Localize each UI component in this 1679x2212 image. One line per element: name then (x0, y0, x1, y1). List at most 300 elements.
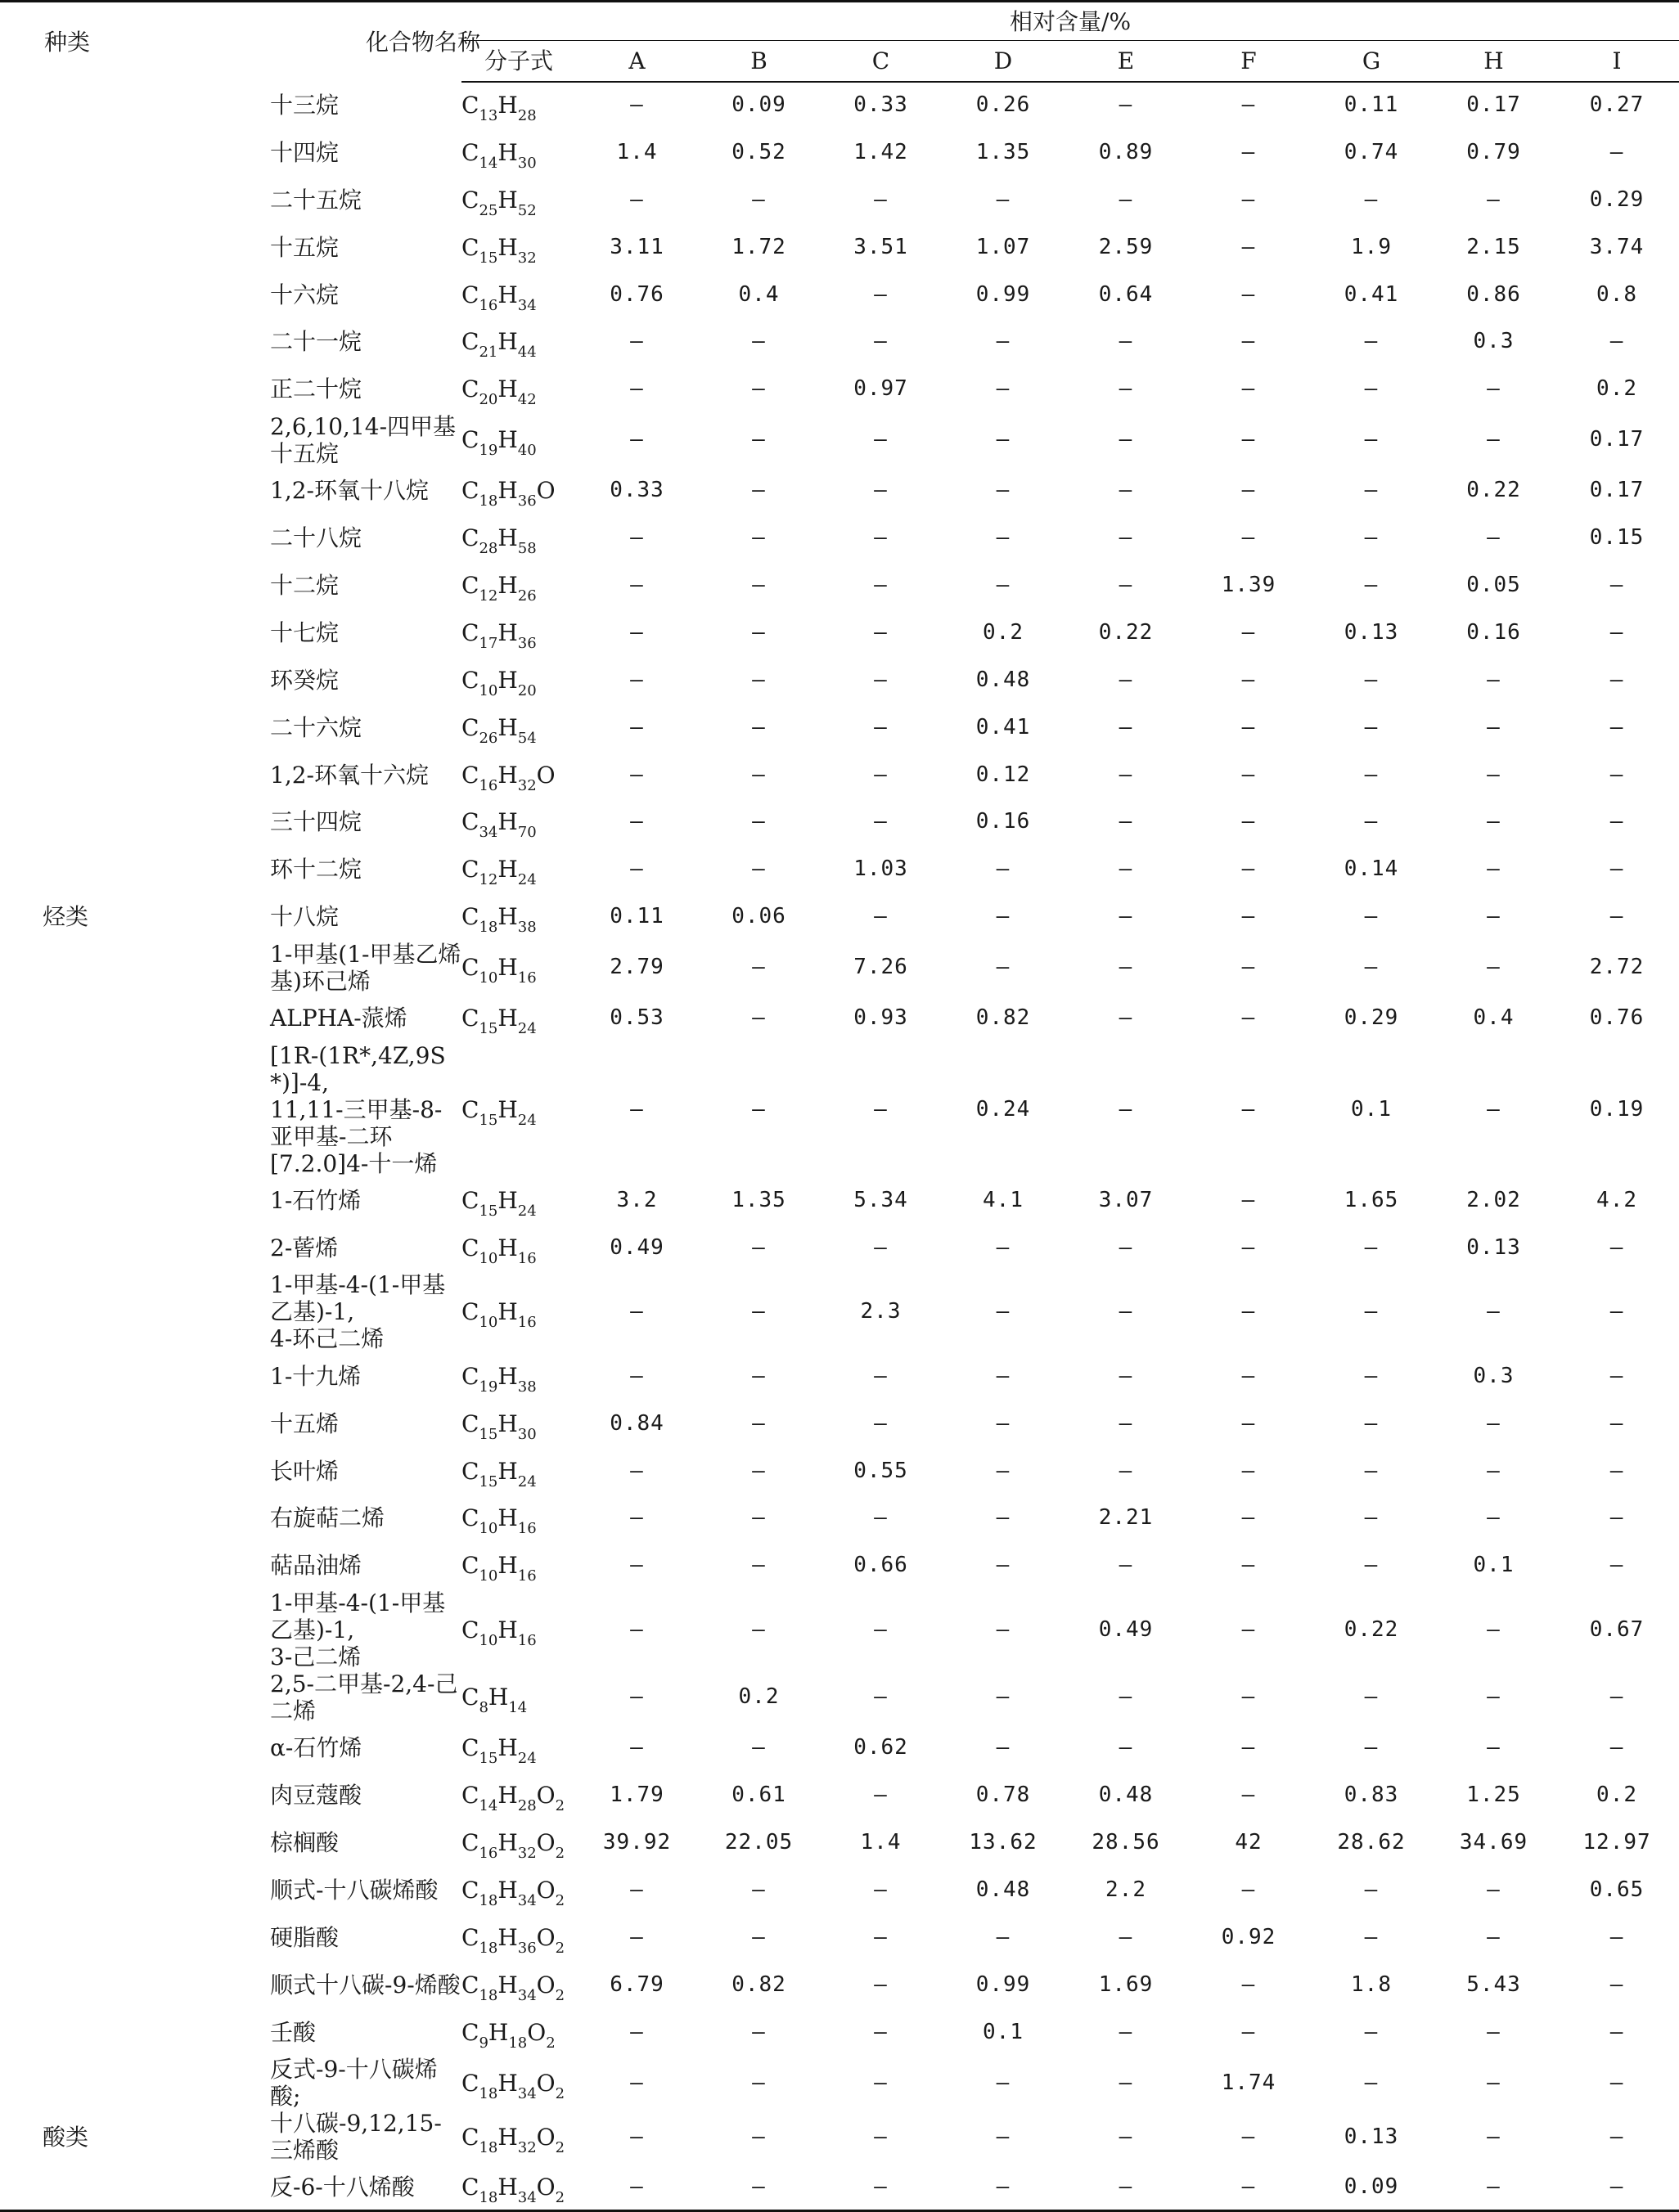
compound-name-line: 十二烷 (270, 571, 340, 599)
compound-name-cell (134, 1589, 461, 1670)
molecular-formula (461, 92, 537, 125)
value-cell-d: 0.1 (983, 2019, 1024, 2044)
formula-element: O (536, 477, 556, 505)
value-cell-f: — (1241, 1410, 1256, 1436)
compound-name-line: 肉豆蔻酸 (270, 1782, 362, 1810)
value-cell-c: 7.26 (853, 955, 908, 980)
formula-subscript: 13 (479, 107, 498, 125)
formula-element: H (497, 1734, 518, 1762)
formula-element: C (461, 2069, 479, 2097)
value-cell-h: — (1487, 667, 1501, 692)
formula-subscript: 24 (517, 1472, 537, 1490)
formula-element: H (488, 2018, 509, 2046)
formula-subscript: 40 (517, 442, 537, 460)
value-cell-f: — (1241, 329, 1256, 354)
molecular-formula (461, 1616, 537, 1649)
value-cell-a: 2.79 (610, 955, 664, 980)
value-cell-b: — (752, 1735, 766, 1760)
header-sample-c: C (820, 41, 942, 82)
value-cell-b: — (752, 376, 766, 402)
value-cell-a: — (630, 762, 644, 787)
formula-element: H (497, 186, 518, 214)
value-cell-e: — (1119, 714, 1133, 740)
formula-element: O (536, 2173, 556, 2201)
compound-name-cell (134, 1042, 461, 1177)
value-cell-d: — (996, 1299, 1011, 1324)
value-cell-e: — (1119, 1299, 1133, 1324)
value-cell-f: — (1241, 1005, 1256, 1031)
value-cell-c: — (874, 1924, 888, 1949)
value-cell-f: — (1241, 1735, 1256, 1760)
table-row (0, 1495, 1679, 1542)
compound-name-line: 1-十九烯 (270, 1362, 362, 1390)
formula-element: C (461, 954, 479, 982)
value-cell-b: — (752, 1616, 766, 1642)
formula-element: H (497, 477, 518, 505)
value-cell-h: — (1487, 187, 1501, 212)
value-cell-c: 1.42 (853, 139, 908, 164)
compound-name-line: 二十六烷 (270, 713, 362, 741)
value-cell-h: — (1487, 1735, 1501, 1760)
compound-name-line: 二十八烷 (270, 524, 362, 552)
formula-element: O (536, 1923, 556, 1951)
compound-name-cell (134, 704, 461, 751)
value-cell-b: 0.4 (738, 281, 780, 307)
value-cell-f: — (1241, 809, 1256, 834)
value-cell-c: 0.66 (853, 1553, 908, 1578)
value-cell-a: — (630, 667, 644, 692)
molecular-formula (461, 1504, 537, 1538)
value-cell-c: — (874, 329, 888, 354)
formula-subscript: 26 (479, 729, 498, 747)
value-cell-h: — (1487, 1877, 1501, 1902)
formula-element: C (461, 1234, 479, 1261)
formula-cell (461, 609, 576, 656)
formula-element: H (497, 1923, 518, 1951)
value-cell-b: — (752, 2070, 766, 2095)
formula-element: H (497, 281, 518, 308)
value-cell-f: — (1241, 955, 1256, 980)
formula-subscript: 2 (555, 1891, 565, 1909)
value-cell-f: — (1241, 1187, 1256, 1212)
formula-element: C (461, 808, 479, 836)
value-cell-c: 0.97 (853, 376, 908, 402)
value-cell-f: — (1241, 2124, 1256, 2149)
category-cell (0, 176, 134, 223)
value-cell-g: — (1364, 1234, 1379, 1260)
table-row (0, 751, 1679, 798)
value-cell-b: — (752, 619, 766, 645)
value-cell-h: 0.3 (1473, 1363, 1515, 1388)
compound-name-cell (134, 1271, 461, 1352)
category-cell: 酸类 (43, 2123, 89, 2151)
category-cell (0, 413, 134, 467)
molecular-formula (461, 1362, 537, 1396)
molecular-formula (461, 1971, 565, 2004)
category-cell (0, 1042, 134, 1177)
compound-name-line: 3-己二烯 (270, 1643, 362, 1670)
value-cell-i: — (1609, 1735, 1624, 1760)
molecular-formula (461, 328, 537, 362)
formula-subscript: 15 (479, 1472, 498, 1490)
category-cell (0, 2056, 134, 2110)
table-row (0, 2110, 1679, 2164)
formula-subscript: 12 (479, 587, 498, 605)
formula-element: C (461, 1782, 479, 1810)
molecular-formula (461, 524, 537, 558)
formula-subscript: 42 (517, 391, 537, 409)
value-cell-g: — (1364, 809, 1379, 834)
formula-element: H (497, 1186, 518, 1214)
value-cell-d: — (996, 1553, 1011, 1578)
compound-name-line: 4-环己二烯 (270, 1325, 385, 1353)
value-cell-b: — (752, 667, 766, 692)
value-cell-e: — (1119, 809, 1133, 834)
formula-element: H (497, 2173, 518, 2201)
compound-name-cell (134, 1495, 461, 1542)
category-cell (0, 128, 134, 176)
compound-name-line: 棕榈酸 (270, 1828, 340, 1856)
formula-element: H (497, 808, 518, 836)
value-cell-b: 0.06 (731, 904, 786, 929)
compound-name-line: 十七烷 (270, 618, 340, 646)
formula-subscript: 10 (479, 1314, 498, 1332)
value-cell-c: 0.55 (853, 1458, 908, 1483)
value-cell-b: — (752, 1924, 766, 1949)
value-cell-e: 0.49 (1098, 1616, 1154, 1642)
value-cell-e: — (1119, 2019, 1133, 2044)
compound-name-cell (134, 271, 461, 318)
formula-cell (461, 656, 576, 704)
value-cell-f: — (1241, 234, 1256, 259)
compound-name-line: 十五烷 (270, 233, 340, 261)
formula-subscript: 52 (517, 201, 537, 219)
value-cell-a: — (630, 2019, 644, 2044)
value-cell-g: — (1364, 1299, 1379, 1324)
value-cell-d: — (996, 376, 1011, 402)
value-cell-f: — (1241, 619, 1256, 645)
value-cell-a: — (630, 572, 644, 597)
formula-subscript: 15 (479, 1020, 498, 1038)
molecular-formula (461, 186, 537, 219)
table-row (0, 1670, 1679, 1724)
value-cell-a: 0.76 (610, 281, 664, 307)
value-cell-b: 1.72 (731, 234, 786, 259)
formula-subscript: 30 (517, 154, 537, 172)
header-category: 种类 (0, 2, 134, 82)
value-cell-g: 0.09 (1310, 2164, 1433, 2211)
formula-element: C (461, 1971, 479, 1998)
value-cell-a: 0.33 (610, 478, 664, 503)
formula-element: C (461, 1095, 479, 1123)
value-cell-e: — (1119, 1410, 1133, 1436)
value-cell-c: — (874, 1616, 888, 1642)
value-cell-i: — (1555, 2164, 1679, 2211)
formula-element: C (461, 903, 479, 931)
value-cell-d: — (996, 856, 1011, 882)
formula-cell (461, 271, 576, 318)
value-cell-e: — (1119, 376, 1133, 402)
formula-cell (461, 1447, 576, 1495)
value-cell-f: — (1241, 1363, 1256, 1388)
value-cell-i: — (1609, 1684, 1624, 1710)
category-cell (0, 1352, 134, 1400)
formula-subscript: 18 (508, 2034, 528, 2052)
value-cell-c: — (874, 1096, 888, 1122)
formula-subscript: 32 (517, 2138, 537, 2156)
value-cell-g: 0.22 (1344, 1616, 1399, 1642)
value-cell-h: — (1487, 1684, 1501, 1710)
table-row (0, 318, 1679, 366)
value-cell-f: — (1241, 427, 1256, 452)
value-cell-b: 0.61 (731, 1783, 786, 1808)
compound-name-line: 2,6,10,14-四甲基十五烷 (270, 412, 457, 467)
compound-name-line: 硬脂酸 (270, 1923, 340, 1951)
formula-element: H (497, 375, 518, 403)
header-compound-name: 化合物名称 (134, 2, 461, 82)
value-cell-i: — (1609, 1363, 1624, 1388)
value-cell-i: 0.2 (1596, 1783, 1638, 1808)
formula-subscript: 2 (555, 1797, 565, 1815)
formula-subscript: 16 (517, 969, 537, 987)
compound-name-cell (134, 128, 461, 176)
header-sample-b: B (698, 41, 820, 82)
value-cell-i: 0.8 (1596, 281, 1638, 307)
formula-element: H (497, 524, 518, 552)
header-sample-i: I (1555, 41, 1679, 82)
value-cell-c: — (874, 281, 888, 307)
molecular-formula (461, 2069, 565, 2102)
value-cell-c: — (874, 1877, 888, 1902)
compound-name-cell (134, 2110, 461, 2164)
value-cell-d: — (996, 572, 1011, 597)
formula-cell (461, 1913, 576, 1961)
value-cell-a: — (630, 1924, 644, 1949)
formula-cell (461, 562, 576, 609)
formula-subscript: 8 (479, 1699, 488, 1717)
table-row (0, 1400, 1679, 1447)
formula-subscript: 18 (479, 492, 498, 510)
compound-name-line: 三十四烷 (270, 808, 362, 836)
compound-name-line: 壬酸 (270, 2018, 317, 2046)
value-cell-e: 2.21 (1098, 1505, 1154, 1531)
value-cell-c: — (874, 2070, 888, 2095)
compound-name-cell (134, 1961, 461, 2008)
compound-name-cell (134, 366, 461, 413)
value-cell-i: — (1609, 2070, 1624, 2095)
formula-cell (461, 2110, 576, 2164)
header-sample-f: F (1187, 41, 1310, 82)
formula-subscript: 16 (479, 296, 498, 314)
value-cell-g: — (1364, 1505, 1379, 1531)
formula-cell (461, 128, 576, 176)
value-cell-a: — (630, 427, 644, 452)
compound-name-cell (134, 1400, 461, 1447)
molecular-formula (461, 2173, 565, 2206)
formula-element: C (461, 1298, 479, 1326)
formula-subscript: 16 (517, 1631, 537, 1649)
value-cell-c: — (874, 525, 888, 551)
formula-subscript: 32 (517, 249, 537, 267)
table-row (0, 82, 1679, 129)
formula-subscript: 16 (517, 1314, 537, 1332)
formula-element: C (461, 1504, 479, 1532)
compound-name-line: 萜品油烯 (270, 1552, 362, 1580)
compound-name-cell (134, 176, 461, 223)
compound-name-cell (134, 413, 461, 467)
formula-element: H (497, 713, 518, 741)
formula-element: H (497, 1298, 518, 1326)
value-cell-f: — (1241, 281, 1256, 307)
molecular-formula (461, 571, 537, 605)
formula-element: C (461, 281, 479, 308)
value-cell-c: 3.51 (853, 234, 908, 259)
formula-element: C (461, 233, 479, 261)
formula-subscript: 38 (517, 919, 537, 937)
value-cell-g: 1.9 (1351, 234, 1392, 259)
value-cell-d: — (996, 904, 1011, 929)
compound-name-line: ALPHA-蒎烯 (270, 1005, 407, 1032)
value-cell-a: — (630, 2124, 644, 2149)
formula-element: C (461, 2173, 479, 2201)
formula-subscript: 2 (555, 1844, 565, 1862)
value-cell-h: — (1487, 1505, 1501, 1531)
table-body (0, 82, 1679, 2211)
compound-name-cell (134, 656, 461, 704)
value-cell-a: — (630, 1363, 644, 1388)
value-cell-e: — (1119, 1924, 1133, 1949)
category-cell (0, 1819, 134, 1867)
formula-subscript: 25 (479, 201, 498, 219)
value-cell-a: — (630, 376, 644, 402)
compound-name-line: 1,2-环氧十六烷 (270, 761, 429, 789)
value-cell-g: — (1364, 955, 1379, 980)
value-cell-g: — (1364, 427, 1379, 452)
formula-cell (461, 751, 576, 798)
value-cell-e: 1.69 (1098, 1971, 1154, 1997)
molecular-formula (461, 713, 537, 747)
category-cell (0, 515, 134, 562)
value-cell-h: 0.4 (1473, 1005, 1515, 1031)
formula-element: H (497, 138, 518, 166)
table-row (0, 1352, 1679, 1400)
value-cell-d: — (996, 427, 1011, 452)
table-row (0, 1542, 1679, 1589)
compound-name-line: 十八碳-9,12,15-三烯酸 (270, 2110, 442, 2164)
value-cell-b: — (752, 572, 766, 597)
formula-element: H (497, 761, 518, 789)
formula-element: C (461, 2018, 479, 2046)
category-cell (0, 798, 134, 846)
compound-name-line: 顺式-十八碳烯酸 (270, 1876, 439, 1904)
compound-name-cell (134, 1724, 461, 1772)
formula-subscript: 36 (517, 492, 537, 510)
compound-name-cell (134, 1177, 461, 1225)
value-cell-b: 0.82 (731, 1971, 786, 1997)
formula-cell (461, 318, 576, 366)
compound-name-cell (134, 1866, 461, 1913)
molecular-formula (461, 1923, 565, 1957)
value-cell-d: — (996, 1458, 1011, 1483)
value-cell-i: 4.2 (1596, 1187, 1638, 1212)
category-cell (0, 1224, 134, 1271)
value-cell-g: 0.13 (1344, 2124, 1399, 2149)
value-cell-d: 0.48 (975, 1877, 1031, 1902)
formula-element: C (461, 477, 479, 505)
formula-element: H (497, 903, 518, 931)
formula-element: H (497, 666, 518, 694)
table-row (0, 1913, 1679, 1961)
value-cell-e: 0.22 (1098, 619, 1154, 645)
formula-subscript: 34 (479, 824, 498, 842)
compound-name-line: 正二十烷 (270, 375, 362, 403)
table-row (0, 271, 1679, 318)
value-cell-d: — (996, 187, 1011, 212)
table-row (0, 2056, 1679, 2110)
value-cell-d: 0.16 (975, 809, 1031, 834)
value-cell-b: — (752, 1553, 766, 1578)
formula-cell (461, 893, 576, 941)
value-cell-b: — (752, 1410, 766, 1436)
formula-cell (461, 1271, 576, 1352)
formula-element: H (497, 1782, 518, 1810)
table-row (0, 223, 1679, 271)
category-cell (0, 1670, 134, 1724)
category-cell (0, 1866, 134, 1913)
value-cell-c: — (874, 427, 888, 452)
table-row (0, 704, 1679, 751)
compound-name-line: 十八烷 (270, 903, 340, 931)
value-cell-e: — (1119, 1458, 1133, 1483)
value-cell-i: — (1609, 856, 1624, 882)
header-sample-h: H (1433, 41, 1555, 82)
value-cell-d: — (996, 1234, 1011, 1260)
category-cell (0, 704, 134, 751)
value-cell-c: — (874, 1505, 888, 1531)
value-cell-a: 0.84 (610, 1410, 664, 1436)
compound-name-line: 2,5-二甲基-2,4-己二烯 (270, 1670, 458, 1724)
formula-subscript: 15 (479, 1750, 498, 1768)
value-cell-b: — (752, 1505, 766, 1531)
compound-name-cell (134, 941, 461, 995)
table-row (0, 1772, 1679, 1819)
formula-cell (461, 846, 576, 893)
compound-name-line: 1-甲基-4-(1-甲基乙基)-1, (270, 1271, 446, 1326)
category-cell (0, 318, 134, 366)
value-cell-b: 22.05 (724, 1829, 794, 1855)
value-cell-h: — (1487, 1458, 1501, 1483)
formula-element: O (527, 2018, 547, 2046)
value-cell-g: — (1364, 1684, 1379, 1710)
formula-element: O (536, 2069, 556, 2097)
value-cell-g: — (1364, 1924, 1379, 1949)
formula-subscript: 14 (508, 1699, 528, 1717)
formula-subscript: 2 (555, 1986, 565, 2004)
value-cell-a: — (630, 1505, 644, 1531)
formula-subscript: 16 (517, 1520, 537, 1538)
compound-name-cell (134, 1447, 461, 1495)
value-cell-d: — (996, 1616, 1011, 1642)
compound-name-line: 2-蒈烯 (270, 1234, 339, 1261)
formula-subscript: 19 (479, 1378, 498, 1396)
value-cell-e: — (1119, 856, 1133, 882)
value-cell-d: 0.41 (975, 714, 1031, 740)
formula-element: C (461, 1684, 479, 1711)
value-cell-f: — (1241, 714, 1256, 740)
molecular-formula (461, 1186, 537, 1220)
value-cell-f: — (1187, 2164, 1310, 2211)
formula-subscript: 34 (517, 296, 537, 314)
